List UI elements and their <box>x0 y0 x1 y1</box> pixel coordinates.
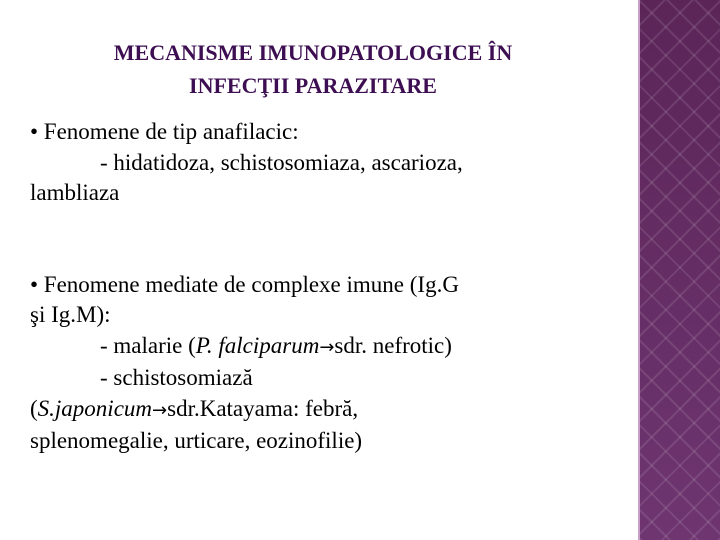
malaria-line <box>30 331 630 364</box>
symptoms-line: splenomegalie, urticare, eozinofilie) <box>30 428 363 453</box>
slide-body <box>30 117 630 457</box>
right-arrow-icon: → <box>152 399 168 421</box>
decorative-side-panel <box>640 0 720 540</box>
bullet-anafilactic-heading: • Fenomene de tip anafilacic: <box>30 119 299 144</box>
bullet-anafilactic <box>30 117 630 209</box>
bullet-immune-complex-heading: • Fenomene mediate de complexe imune (Ig.G <box>30 271 459 297</box>
malaria-species: P. falciparum <box>195 332 320 358</box>
slide-title <box>28 36 598 102</box>
bullet-immune-complex-heading-cont: şi Ig.M): <box>30 302 111 327</box>
japonicum-open: ( <box>30 395 38 421</box>
japonicum-line <box>30 394 630 427</box>
title-line-2: INFECŢII PARAZITARE <box>189 73 437 98</box>
schistosomiasis-line: - schistosomiază <box>100 365 253 390</box>
japonicum-suffix: sdr.Katayama: febră, <box>167 395 359 421</box>
title-line-1: MECANISME IMUNOPATOLOGICE ÎN <box>113 40 513 65</box>
paragraph-gap <box>30 209 630 270</box>
japonicum-species: S.japonicum <box>37 395 153 421</box>
anafilactic-list: - hidatidoza, schistosomiaza, ascarioza, <box>100 149 463 175</box>
right-arrow-icon: → <box>319 336 335 358</box>
bullet-immune-complex <box>30 270 630 457</box>
malaria-prefix: - malarie ( <box>100 332 196 358</box>
malaria-suffix: sdr. nefrotic) <box>334 332 452 358</box>
anafilactic-list-cont: lambliaza <box>30 180 120 205</box>
